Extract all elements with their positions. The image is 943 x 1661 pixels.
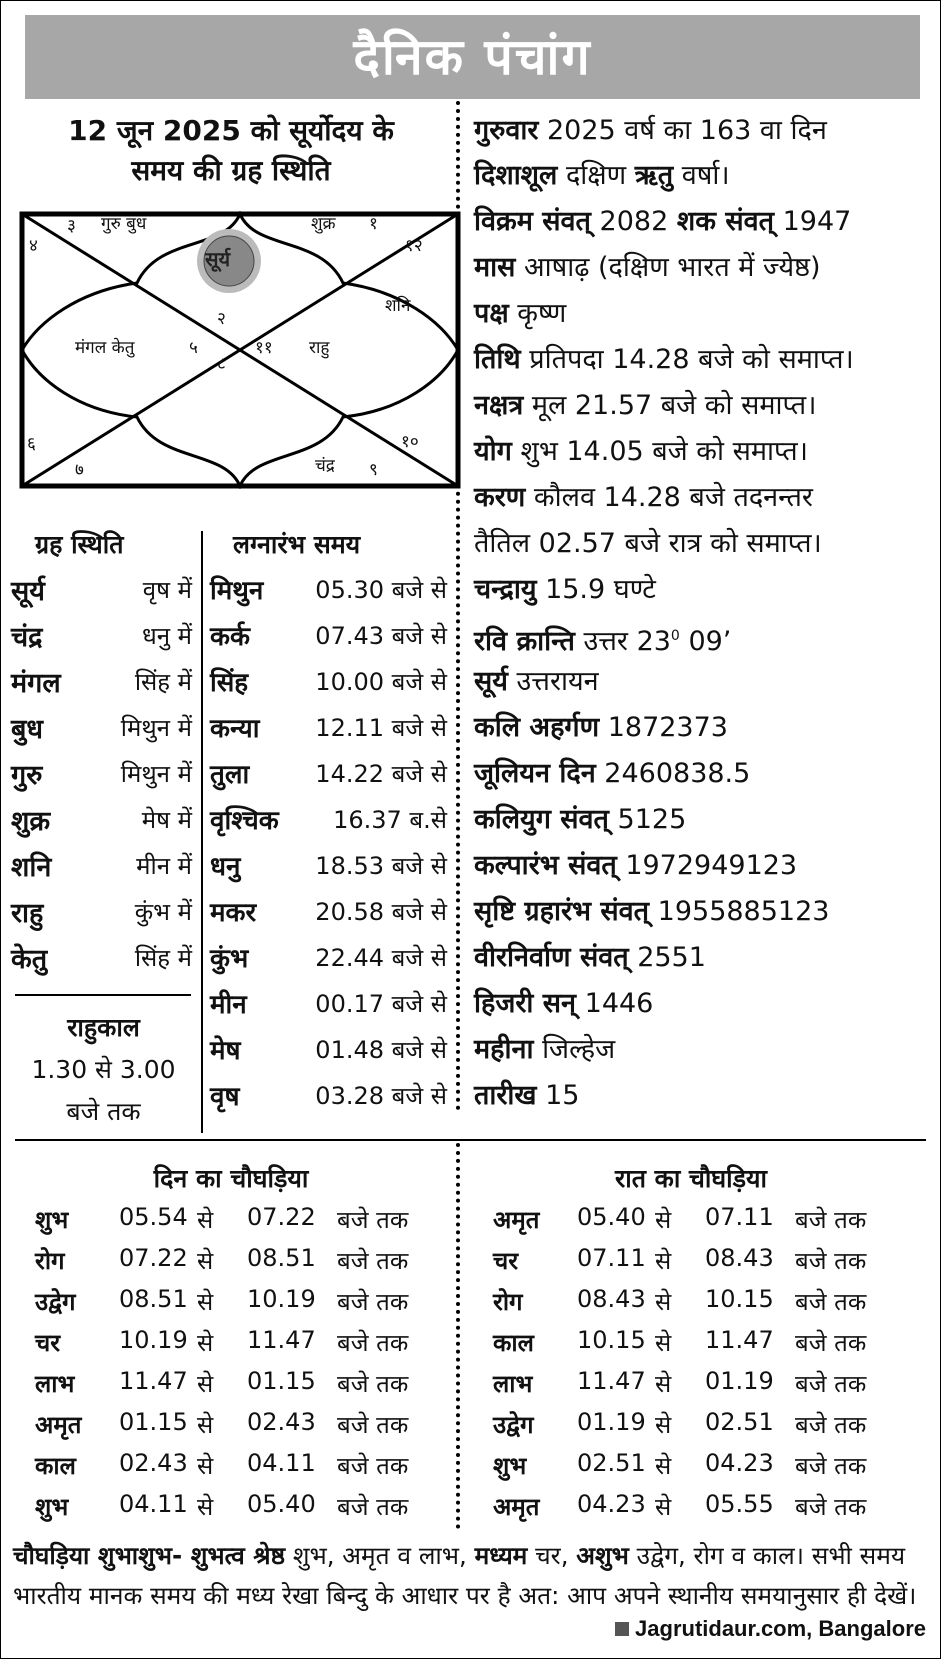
se-word: से (197, 1493, 214, 1521)
lagna-time: 05.30 बजे से (315, 576, 447, 604)
day-chaughadiya-header: दिन का चौघड़िया (153, 1164, 309, 1193)
baje-tak: बजे तक (337, 1206, 409, 1234)
se-word: से (197, 1206, 214, 1234)
end-time: 07.22 (247, 1203, 316, 1231)
night-row (493, 1326, 913, 1360)
house-6: ६ (27, 434, 36, 454)
baje-tak: बजे तक (795, 1411, 867, 1439)
info-kaliyug-samvat: कलियुग संवत् 5125 (474, 804, 687, 835)
lagna-time: 07.43 बजे से (315, 622, 447, 650)
se-word: से (655, 1370, 672, 1398)
lagna-name: तुला (210, 760, 250, 790)
lagna-time: 22.44 बजे से (315, 944, 447, 972)
baje-tak: बजे तक (337, 1247, 409, 1275)
period-name: चर (493, 1247, 519, 1275)
info-ravi-kranti: रवि क्रान्ति उत्तर $23^0$ 09’ (474, 626, 732, 657)
footer-note: चौघड़िया शुभाशुभ- शुभत्व श्रेष्ठ शुभ, अमृत व लाभ, मध्यम चर, अशुभ उद्वेग, रोग व काल। सभी समय भारतीय मानक समय की मध्य रेखा बिन्दु के आधार पर है अत: आप अपने स्थानीय समयानुसार ही देखें। (13, 1541, 917, 1610)
graha-name: केतु (11, 944, 48, 975)
info-maas: मास आषाढ़ (दक्षिण भारत में ज्येष्ठ) (474, 252, 821, 283)
info-karan: करण कौलव 14.28 बजे तदनन्तर (474, 482, 813, 513)
baje-tak: बजे तक (337, 1493, 409, 1521)
house-1: १ (369, 214, 378, 234)
se-word: से (655, 1329, 672, 1357)
planets-mangal-ketu: मंगल केतु (75, 338, 135, 358)
baje-tak: बजे तक (795, 1206, 867, 1234)
se-word: से (197, 1329, 214, 1357)
graha-name: बुध (11, 714, 44, 745)
end-time: 10.19 (247, 1285, 316, 1313)
lagna-name: मेष (210, 1036, 241, 1066)
info-kalparambh-samvat: कल्पारंभ संवत् 1972949123 (474, 850, 798, 881)
start-time: 04.23 (577, 1490, 646, 1518)
section-divider (15, 1139, 926, 1141)
info-julian-day: जूलियन दिन 2460838.5 (474, 758, 751, 789)
period-name: शुभ (35, 1493, 69, 1521)
house-3: ३ (67, 216, 76, 236)
rahukal-box (11, 1007, 196, 1133)
day-row (35, 1408, 455, 1442)
start-time: 08.51 (119, 1285, 188, 1313)
house-7: ७ (75, 460, 84, 480)
info-tithi: तिथि प्रतिपदा 14.28 बजे को समाप्त। (474, 344, 854, 375)
period-name: रोग (493, 1288, 523, 1316)
info-tarikh: तारीख 15 (474, 1080, 580, 1111)
night-row (493, 1203, 913, 1237)
start-time: 07.22 (119, 1244, 188, 1272)
info-paksh: पक्ष कृष्ण (474, 298, 567, 329)
end-time: 10.15 (705, 1285, 774, 1313)
baje-tak: बजे तक (337, 1370, 409, 1398)
chart-title-line2: समय की ग्रह स्थिति (131, 154, 331, 187)
lagna-name: सिंह (210, 668, 249, 698)
day-row (35, 1285, 455, 1319)
period-name: लाभ (493, 1370, 533, 1398)
night-row (493, 1490, 913, 1524)
info-veernirvan-samvat: वीरनिर्वाण संवत् 2551 (474, 942, 706, 973)
planets-guru-budh: गुरु बुध (101, 214, 147, 234)
graha-position: सिंह में (134, 944, 192, 972)
lagna-time: 12.11 बजे से (315, 714, 447, 742)
start-time: 02.51 (577, 1449, 646, 1477)
baje-tak: बजे तक (795, 1493, 867, 1521)
info-nakshatra: नक्षत्र मूल 21.57 बजे को समाप्त। (474, 390, 817, 421)
graha-name: चंद्र (11, 622, 43, 653)
info-kali-ahargan: कलि अहर्गण 1872373 (474, 712, 728, 743)
lagna-time: 16.37 ब.से (333, 806, 447, 834)
house-9: ९ (369, 460, 378, 480)
night-chaughadiya-header: रात का चौघड़िया (615, 1164, 767, 1193)
chaughadiya-divider (456, 1143, 460, 1529)
rahukal-title: राहुकाल (67, 1013, 140, 1042)
lagna-name: वृश्चिक (210, 806, 279, 836)
period-name: उद्वेग (493, 1411, 534, 1439)
start-time: 07.11 (577, 1244, 646, 1272)
start-time: 05.40 (577, 1203, 646, 1231)
graha-position: मिथुन में (120, 760, 192, 788)
baje-tak: बजे तक (795, 1452, 867, 1480)
info-hijri: हिजरी सन् 1446 (474, 988, 654, 1019)
baje-tak: बजे तक (795, 1370, 867, 1398)
period-name: चर (35, 1329, 61, 1357)
graha-position: मिथुन में (120, 714, 192, 742)
se-word: से (197, 1452, 214, 1480)
lagna-name: कन्या (210, 714, 260, 744)
period-name: उद्वेग (35, 1288, 76, 1316)
planet-shukra: शुक्र (311, 214, 336, 234)
lagna-name: धनु (210, 852, 241, 882)
info-srishti-samvat: सृष्टि ग्रहारंभ संवत् 1955885123 (474, 896, 830, 927)
start-time: 01.15 (119, 1408, 188, 1436)
graha-position: धनु में (141, 622, 192, 650)
house-11: ११ (255, 338, 273, 358)
house-10: १० (401, 432, 419, 452)
start-time: 08.43 (577, 1285, 646, 1313)
end-time: 05.55 (705, 1490, 774, 1518)
lagna-time: 18.53 बजे से (315, 852, 447, 880)
day-row (35, 1326, 455, 1360)
graha-position: सिंह में (134, 668, 192, 696)
info-surya: सूर्य उत्तरायन (474, 666, 599, 697)
se-word: से (655, 1206, 672, 1234)
graha-header: ग्रह स्थिति (35, 530, 124, 559)
house-8: ८ (217, 354, 226, 374)
lagna-time: 01.48 बजे से (315, 1036, 447, 1064)
end-time: 07.11 (705, 1203, 774, 1231)
graha-name: शुक्र (11, 806, 51, 837)
start-time: 11.47 (119, 1367, 188, 1395)
lagna-name: मिथुन (210, 576, 264, 606)
baje-tak: बजे तक (337, 1288, 409, 1316)
chart-title-line1: 12 जून 2025 को सूर्योदय के (68, 114, 394, 147)
rahukal-tail: बजे तक (66, 1097, 141, 1126)
lagna-name: वृष (210, 1082, 240, 1112)
night-row (493, 1367, 913, 1401)
start-time: 05.54 (119, 1203, 188, 1231)
start-time: 10.19 (119, 1326, 188, 1354)
se-word: से (655, 1493, 672, 1521)
se-word: से (197, 1370, 214, 1398)
se-word: से (197, 1247, 214, 1275)
end-time: 01.19 (705, 1367, 774, 1395)
lagna-time: 10.00 बजे से (315, 668, 447, 696)
lagna-time: 00.17 बजे से (315, 990, 447, 1018)
start-time: 02.43 (119, 1449, 188, 1477)
baje-tak: बजे तक (795, 1247, 867, 1275)
info-dishashool: दिशाशूल दक्षिण ऋतु वर्षा। (474, 160, 730, 191)
brand-credit: Jagrutidaur.com, Bangalore (615, 1616, 926, 1642)
house-4: ४ (29, 236, 38, 256)
se-word: से (655, 1452, 672, 1480)
graha-name: राहु (11, 898, 44, 929)
graha-name: सूर्य (11, 576, 45, 607)
lagna-name: कुंभ (210, 944, 249, 974)
graha-position: मेष में (141, 806, 192, 834)
info-vikram-samvat: विक्रम संवत् 2082 शक संवत् 1947 (474, 206, 852, 237)
end-time: 02.43 (247, 1408, 316, 1436)
rahukal-time: 1.30 से 3.00 (31, 1055, 176, 1084)
graha-name: शनि (11, 852, 52, 883)
end-time: 08.51 (247, 1244, 316, 1272)
house-12: १२ (405, 236, 423, 256)
period-name: शुभ (35, 1206, 69, 1234)
end-time: 04.23 (705, 1449, 774, 1477)
end-time: 01.15 (247, 1367, 316, 1395)
info-chandrayu: चन्द्रायु 15.9 घण्टे (474, 574, 656, 605)
lagna-time: 20.58 बजे से (315, 898, 447, 926)
table-divider (201, 531, 203, 1133)
se-word: से (197, 1411, 214, 1439)
planet-shani: शनि (385, 296, 411, 316)
period-name: अमृत (35, 1411, 82, 1439)
lagna-name: मीन (210, 990, 247, 1020)
lagna-time: 03.28 बजे से (315, 1082, 447, 1110)
night-row (493, 1285, 913, 1319)
graha-position: वृष में (142, 576, 192, 604)
day-row (35, 1203, 455, 1237)
end-time: 08.43 (705, 1244, 774, 1272)
period-name: शुभ (493, 1452, 527, 1480)
start-time: 10.15 (577, 1326, 646, 1354)
period-name: रोग (35, 1247, 65, 1275)
end-time: 11.47 (705, 1326, 774, 1354)
info-karan-cont: तैतिल 02.57 बजे रात्र को समाप्त। (474, 528, 822, 559)
planet-surya: सूर्य (205, 247, 231, 271)
rahukal-divider (15, 994, 191, 996)
period-name: लाभ (35, 1370, 75, 1398)
start-time: 04.11 (119, 1490, 188, 1518)
house-5: ५ (189, 338, 198, 358)
period-name: काल (493, 1329, 534, 1357)
day-row (35, 1244, 455, 1278)
baje-tak: बजे तक (337, 1452, 409, 1480)
chart-title (21, 111, 441, 191)
end-time: 02.51 (705, 1408, 774, 1436)
night-row (493, 1244, 913, 1278)
start-time: 11.47 (577, 1367, 646, 1395)
se-word: से (655, 1247, 672, 1275)
night-row (493, 1449, 913, 1483)
day-row (35, 1449, 455, 1483)
end-time: 04.11 (247, 1449, 316, 1477)
day-row (35, 1490, 455, 1524)
baje-tak: बजे तक (795, 1288, 867, 1316)
baje-tak: बजे तक (795, 1329, 867, 1357)
period-name: काल (35, 1452, 76, 1480)
page-title: दैनिक पंचांग (25, 15, 920, 99)
lagna-time: 14.22 बजे से (315, 760, 447, 788)
house-2: २ (217, 309, 226, 329)
baje-tak: बजे तक (337, 1329, 409, 1357)
lagna-header: लग्नारंभ समय (233, 530, 361, 559)
column-divider (456, 101, 460, 1111)
info-yog: योग शुभ 14.05 बजे को समाप्त। (474, 436, 808, 467)
end-time: 11.47 (247, 1326, 316, 1354)
day-row (35, 1367, 455, 1401)
planet-rahu: राहु (309, 338, 330, 358)
lagna-name: मकर (210, 898, 257, 928)
se-word: से (655, 1411, 672, 1439)
night-row (493, 1408, 913, 1442)
planet-chandra: चंद्र (315, 456, 335, 476)
period-name: अमृत (493, 1206, 540, 1234)
baje-tak: बजे तक (337, 1411, 409, 1439)
graha-name: मंगल (11, 668, 61, 699)
lagna-name: कर्क (210, 622, 250, 652)
info-weekday: गुरुवार 2025 वर्ष का 163 वा दिन (474, 115, 827, 146)
se-word: से (197, 1288, 214, 1316)
kundli-chart (19, 211, 461, 489)
graha-name: गुरु (11, 760, 43, 791)
graha-position: कुंभ में (134, 898, 192, 926)
start-time: 01.19 (577, 1408, 646, 1436)
info-mahina: महीना जिल्हेज (474, 1034, 616, 1065)
end-time: 05.40 (247, 1490, 316, 1518)
period-name: अमृत (493, 1493, 540, 1521)
graha-position: मीन में (136, 852, 192, 880)
se-word: से (655, 1288, 672, 1316)
